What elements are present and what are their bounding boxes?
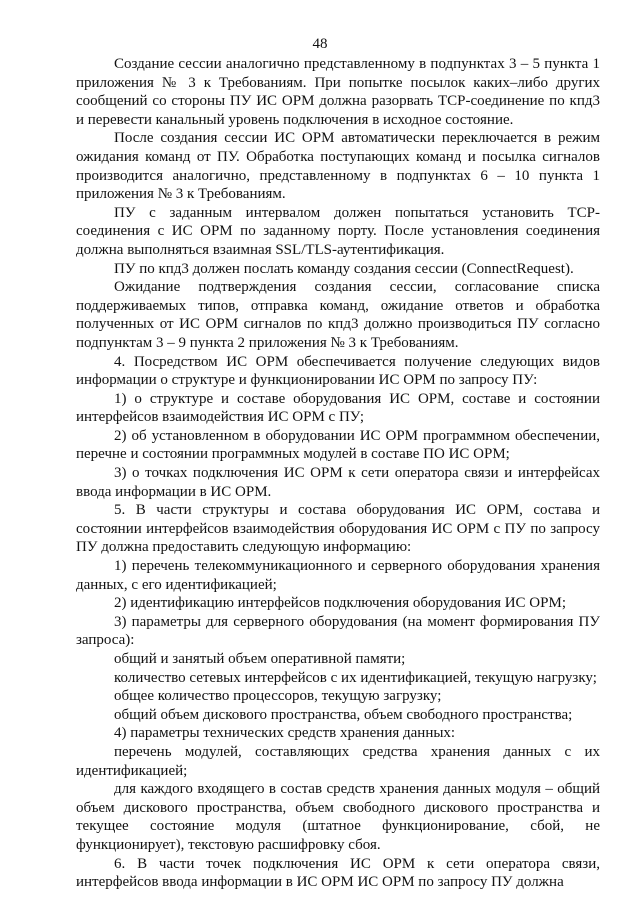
page-number: 48 xyxy=(312,36,328,52)
paragraph-21: 6. В части точек подключения ИС ОРМ к сети оператора связи, интерфейсов ввода информации в ИС ОРМ ИС ОРМ по запросу ПУ должна xyxy=(76,855,600,891)
paragraph-2: После создания сессии ИС ОРМ автоматически переключается в режим ожидания команд от ПУ. Обработка поступающих команд и посылка сигналов производится аналогично, представленному в подпунктах 6 – 10 пункта 1 приложения № 3 к Требованиям. xyxy=(76,130,600,203)
paragraph-9: 3) о точках подключения ИС ОРМ к сети оператора связи и интерфейсах ввода информации в ИС ОРМ. xyxy=(76,465,600,500)
paragraph-16: общее количество процессоров, текущую загрузку; xyxy=(114,688,442,705)
paragraph-4: ПУ по кпд3 должен послать команду создания сессии (ConnectRequest). xyxy=(114,260,574,277)
paragraph-20: для каждого входящего в состав средств хранения данных модуля – общий объем дискового пространства, объем свободного дискового пространства и текущее состояние модуля (штатное функционирование, сбой, не функционирует), текстовую расшифровку сбоя. xyxy=(76,781,600,853)
paragraph-19: перечень модулей, составляющих средства хранения данных с их идентификацией; xyxy=(76,743,600,779)
paragraph-11: 1) перечень телекоммуникационного и серверного оборудования хранения данных, с его идентификацией; xyxy=(76,558,600,593)
paragraph-18: 4) параметры технических средств хранения данных: xyxy=(114,725,456,742)
paragraph-1: Создание сессии аналогично представленному в подпунктах 3 – 5 пункта 1 приложения № 3 к Требованиям. При попытке посылок каких–либо других сообщений со стороны ПУ ИС ОРМ должна разорвать TCP-соединение по кпд3 и перевести канальный уровень подключения в исходное состояние. xyxy=(76,56,600,128)
paragraph-15: количество сетевых интерфейсов с их идентификацией, текущую нагрузку; xyxy=(114,669,597,686)
paragraph-13: 3) параметры для серверного оборудования (на момент формирования ПУ запроса): xyxy=(76,613,600,649)
paragraph-10: 5. В части структуры и состава оборудования ИС ОРМ, состава и состоянии интерфейсов взаимодействия оборудования ИС ОРМ с ПУ по запросу ПУ должна предоставить следующую информацию: xyxy=(76,502,600,556)
paragraph-5: Ожидание подтверждения создания сессии, согласование списка поддерживаемых типов, отправка команд, ожидание ответов и обработка полученных от ИС ОРМ сигналов по кпд3 должно производиться ПУ согласно подпунктам 3 – 9 пункта 2 приложения № 3 к Требованиям. xyxy=(76,279,600,351)
paragraph-12: 2) идентификацию интерфейсов подключения оборудования ИС ОРМ; xyxy=(114,595,566,612)
paragraph-3: ПУ с заданным интервалом должен попытаться установить TCP-соединения с ИС ОРМ по заданному порту. После установления соединения должна выполняться взаимная SSL/TLS-аутентификация. xyxy=(76,204,600,258)
paragraph-14: общий и занятый объем оперативной памяти; xyxy=(114,651,406,667)
paragraph-6: 4. Посредством ИС ОРМ обеспечивается получение следующих видов информации о структуре и функционировании ИС ОРМ по запросу ПУ: xyxy=(76,353,600,389)
body-text xyxy=(76,55,600,892)
paragraph-17: общий объем дискового пространства, объем свободного пространства; xyxy=(114,706,573,723)
paragraph-8: 2) об установленном в оборудовании ИС ОРМ программном обеспечении, перечне и состоянии программных модулей в составе ПО ИС ОРМ; xyxy=(76,427,600,463)
paragraph-7: 1) о структуре и составе оборудования ИС ОРМ, составе и состоянии интерфейсов взаимодействия ИС ОРМ с ПУ; xyxy=(76,390,600,426)
